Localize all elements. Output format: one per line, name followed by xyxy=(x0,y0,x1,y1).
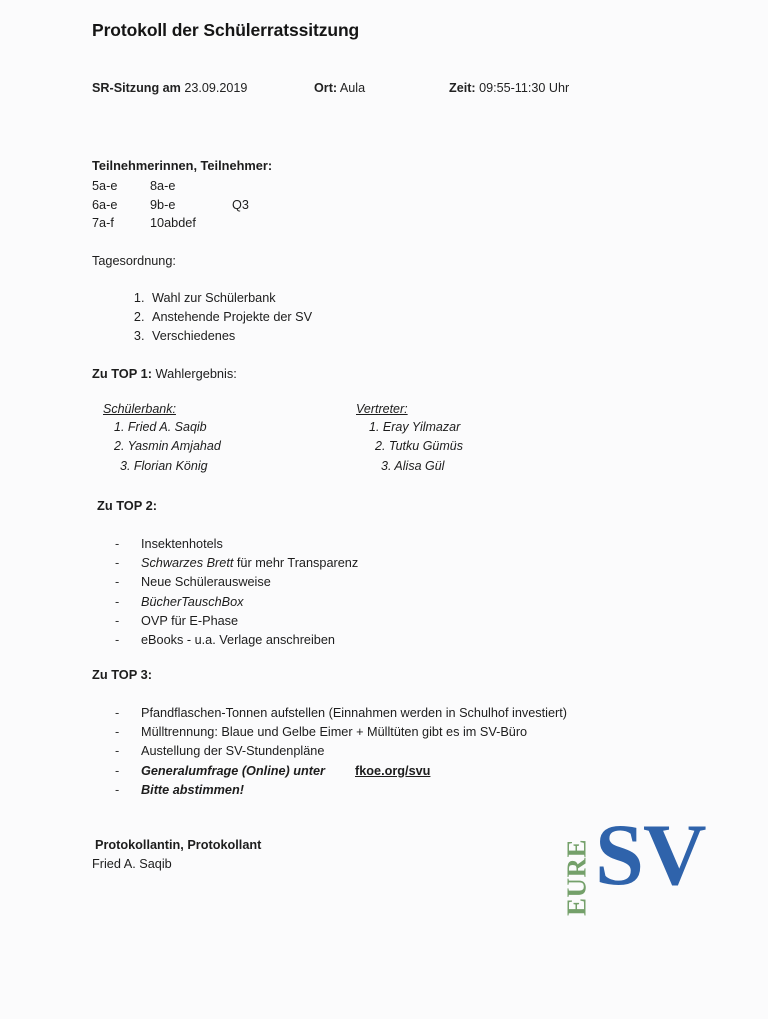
agenda-item: 2. Anstehende Projekte der SV xyxy=(148,308,312,327)
participants-grid xyxy=(92,177,249,233)
agenda-list xyxy=(113,289,312,345)
list-item-text: BücherTauschBox xyxy=(141,594,244,609)
list-item-text: Insektenhotels xyxy=(141,537,223,551)
participants-row xyxy=(92,177,249,196)
results-column-header: Vertreter: xyxy=(356,402,408,416)
list-item xyxy=(115,573,358,592)
dash-bullet: - xyxy=(115,613,120,628)
participants-cell: 8a-e xyxy=(150,179,176,193)
top2-list xyxy=(115,535,358,650)
dash-bullet: - xyxy=(115,725,120,740)
list-item xyxy=(115,593,358,612)
results-list xyxy=(103,418,356,476)
list-item-survey xyxy=(115,762,567,781)
meta-place-value: Aula xyxy=(339,81,366,95)
meta-line xyxy=(92,81,569,95)
participants-cell: 5a-e xyxy=(92,179,118,193)
results-entry: 2. Yasmin Amjahad xyxy=(114,439,221,454)
survey-link[interactable]: fkoe.org/svu xyxy=(355,763,431,778)
list-item xyxy=(115,535,358,554)
dash-bullet: - xyxy=(115,537,120,551)
list-item xyxy=(115,742,567,761)
list-item xyxy=(115,723,567,742)
list-item-text: Austellung der SV-Stundenpläne xyxy=(141,744,325,759)
top1-heading-bold: Zu TOP 1: xyxy=(92,366,152,381)
dash-bullet: - xyxy=(115,744,120,759)
participants-cell: 9b-e xyxy=(150,197,176,212)
dash-bullet: - xyxy=(115,706,120,720)
meta-session xyxy=(92,81,314,95)
agenda-item: 1. Wahl zur Schülerbank xyxy=(148,289,312,308)
participants-row xyxy=(92,196,249,215)
top3-heading xyxy=(92,667,152,682)
participants-cell: 10abdef xyxy=(150,216,196,231)
results-entry: 3. Florian König xyxy=(120,458,208,473)
list-item xyxy=(115,554,358,573)
meta-session-date: 23.09.2019 xyxy=(184,81,248,95)
page-title: Protokoll der Schülerratssitzung xyxy=(92,20,360,40)
list-item xyxy=(115,631,358,650)
list-item-text: Mülltrennung: Blaue und Gelbe Eimer + Mülltüten gibt es im SV-Büro xyxy=(141,725,528,740)
logo-word-eure: EURE xyxy=(561,839,592,917)
eure-sv-logo xyxy=(548,807,708,924)
list-item-rest: für mehr Transparenz xyxy=(233,556,359,571)
results-entry: 2. Tutku Gümüs xyxy=(375,439,463,454)
top2-heading xyxy=(97,498,157,513)
logo-word-sv: SV xyxy=(595,807,706,904)
meta-place xyxy=(314,81,449,95)
dash-bullet: - xyxy=(115,633,120,648)
participants-row xyxy=(92,214,249,233)
participants-cell: Q3 xyxy=(232,197,249,212)
participants-cell: 7a-f xyxy=(92,216,114,231)
agenda-label: Tagesordnung: xyxy=(92,254,176,268)
results-column-vertreter xyxy=(356,402,516,476)
list-item-text xyxy=(141,554,358,573)
meta-time-label: Zeit: xyxy=(449,81,476,95)
signature-name: Fried A. Saqib xyxy=(92,857,172,871)
top1-heading-rest: Wahlergebnis: xyxy=(151,366,237,381)
meta-time xyxy=(449,81,569,95)
list-item-vote xyxy=(115,781,567,800)
list-item-text: eBooks - u.a. Verlage anschreiben xyxy=(141,633,335,648)
participants-heading: Teilnehmerinnen, Teilnehmer: xyxy=(92,158,273,173)
dash-bullet: - xyxy=(115,556,120,571)
list-item-text: OVP für E-Phase xyxy=(141,613,239,628)
results-list xyxy=(356,418,516,476)
election-results xyxy=(103,402,523,476)
top1-heading xyxy=(92,366,237,381)
signature-role: Protokollantin, Protokollant xyxy=(95,838,262,852)
participants-cell: 6a-e xyxy=(92,197,118,212)
meta-place-label: Ort: xyxy=(314,81,338,95)
list-item xyxy=(115,612,358,631)
dash-bullet: - xyxy=(115,575,120,590)
list-item xyxy=(115,704,567,723)
results-entry: 1. Eray Yilmazar xyxy=(369,420,461,434)
survey-text: Generalumfrage (Online) unter xyxy=(141,763,325,778)
dash-bullet: - xyxy=(115,594,120,609)
vote-text: Bitte abstimmen! xyxy=(141,782,244,797)
results-entry: 3. Alisa Gül xyxy=(381,458,445,473)
meta-time-value: 09:55-11:30 Uhr xyxy=(479,81,570,95)
list-item-emphasis: Schwarzes Brett xyxy=(141,556,234,571)
results-column-header: Schülerbank: xyxy=(103,402,176,416)
meta-session-label: SR-Sitzung am xyxy=(92,81,181,95)
top3-heading-label: Zu TOP 3: xyxy=(92,667,152,682)
dash-bullet: - xyxy=(115,763,120,778)
results-entry: 1. Fried A. Saqib xyxy=(114,420,207,434)
top3-list xyxy=(115,704,567,800)
agenda-item: 3. Verschiedenes xyxy=(148,327,312,346)
results-column-schuelerbank xyxy=(103,402,356,476)
list-item-text: Neue Schülerausweise xyxy=(141,575,271,590)
list-item-text: Pfandflaschen-Tonnen aufstellen (Einnahmen werden in Schulhof investiert) xyxy=(141,706,567,720)
top2-heading-label: Zu TOP 2: xyxy=(97,498,157,513)
dash-bullet: - xyxy=(115,782,120,797)
